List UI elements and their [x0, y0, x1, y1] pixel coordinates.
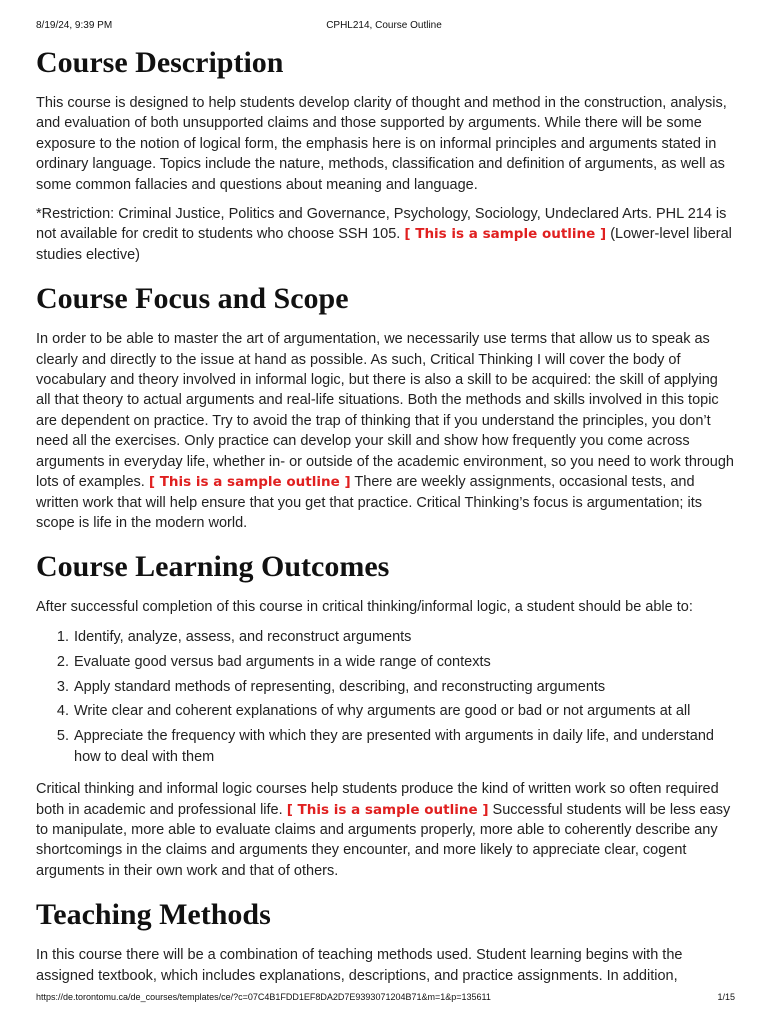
list-item: 2. Evaluate good versus bad arguments in a wide range of contexts — [73, 652, 736, 672]
sample-outline-tag: [ This is a sample outline ] — [404, 226, 607, 243]
list-item: 5. Appreciate the frequency with which they are presented with arguments in daily life, and understand how to deal with them — [73, 726, 736, 767]
section-course-description — [36, 45, 736, 265]
outcomes-closing-paragraph — [36, 779, 736, 881]
description-paragraph: This course is designed to help students develop clarity of thought and method in the construction, analysis, and evaluation of both unsupported claims and those supported by arguments. While there will be some exposure to the notion of logical form, the emphasis here is on informal principles and arguments stated in ordinary language. Topics include the nature, methods, classification and definition of arguments, as well as some common fallacies and questions about meaning and language. — [36, 95, 727, 193]
print-doc-title: CPHL214, Course Outline — [326, 20, 442, 31]
restriction-elective-text: (Lower-level liberal studies elective) — [36, 226, 732, 263]
heading-course-focus: Course Focus and Scope — [36, 282, 349, 316]
list-item: 1. Identify, analyze, assess, and reconstruct arguments — [73, 627, 736, 647]
section-learning-outcomes — [36, 549, 736, 881]
print-header — [0, 0, 768, 40]
focus-paragraph — [36, 329, 736, 533]
focus-text-continued: There are weekly assignments, occasional tests, and written work that will help ensure that you get that practice. Critical Thinking’s focus is argumentation; its scope is life in the modern world. — [36, 474, 702, 531]
heading-learning-outcomes: Course Learning Outcomes — [36, 550, 390, 584]
outcomes-intro: After successful completion of this course in critical thinking/informal logic, a student should be able to: — [36, 599, 693, 616]
restriction-paragraph — [36, 204, 736, 265]
list-item: 4. Write clear and coherent explanations of why arguments are good or bad or not arguments at all — [73, 701, 736, 721]
page-number: 1/15 — [717, 992, 735, 1002]
print-datetime: 8/19/24, 9:39 PM — [36, 20, 113, 31]
print-footer — [0, 992, 768, 1012]
sample-outline-tag: [ This is a sample outline ] — [286, 801, 489, 818]
heading-teaching-methods: Teaching Methods — [36, 898, 271, 932]
restriction-text: *Restriction: Criminal Justice, Politics and Governance, Psychology, Sociology, Undeclared Arts. PHL 214 is not available for credit to students who choose SSH 105. — [36, 206, 727, 243]
document-content — [36, 40, 736, 995]
list-item: 3. Apply standard methods of representing, describing, and reconstructing arguments — [73, 677, 736, 697]
focus-text: In order to be able to master the art of argumentation, we necessarily use terms that allow us to speak as clearly and directly to the issue at hand as possible. As such, Critical Thinking I will cover the body of vocabulary and theory involved in informal logic, but there is also a skill to be acquired: the skill of applying all that theory to actual arguments and real-life situations. Both the methods and skills involved in this topic are dependent on practice. Try to avoid the trap of thinking that if you understand the principles, you don’t need all the exercises. Only practice can develop your skill and show how frequently you come across arguments in everyday life, whether in- or outside of the academic environment, so you need to work through lots of examples. — [36, 331, 734, 491]
section-teaching-methods — [36, 897, 736, 986]
outcomes-closing-text-continued: Successful students will be less easy to manipulate, more able to evaluate claims and arguments properly, more able to coherently describe any shortcomings in the claims and arguments they encounter, and more likely to appreciate clear, cogent arguments in their own work and that of others. — [36, 801, 731, 879]
section-course-focus — [36, 281, 736, 533]
outcomes-list — [36, 627, 736, 767]
page-url: https://de.torontomu.ca/de_courses/templates/ce/?c=07C4B1FDD1EF8DA2D7E9393071204B71&m=1&p=135611 — [36, 992, 491, 1002]
sample-outline-tag: [ This is a sample outline ] — [148, 474, 351, 491]
heading-course-description: Course Description — [36, 46, 284, 79]
teaching-paragraph: In this course there will be a combination of teaching methods used. Student learning begins with the assigned textbook, which includes explanations, descriptions, and practice assignments. In addition, — [36, 947, 683, 984]
outcomes-closing-text: Critical thinking and informal logic courses help students produce the kind of written work so often required both in academic and professional life. — [36, 781, 719, 818]
